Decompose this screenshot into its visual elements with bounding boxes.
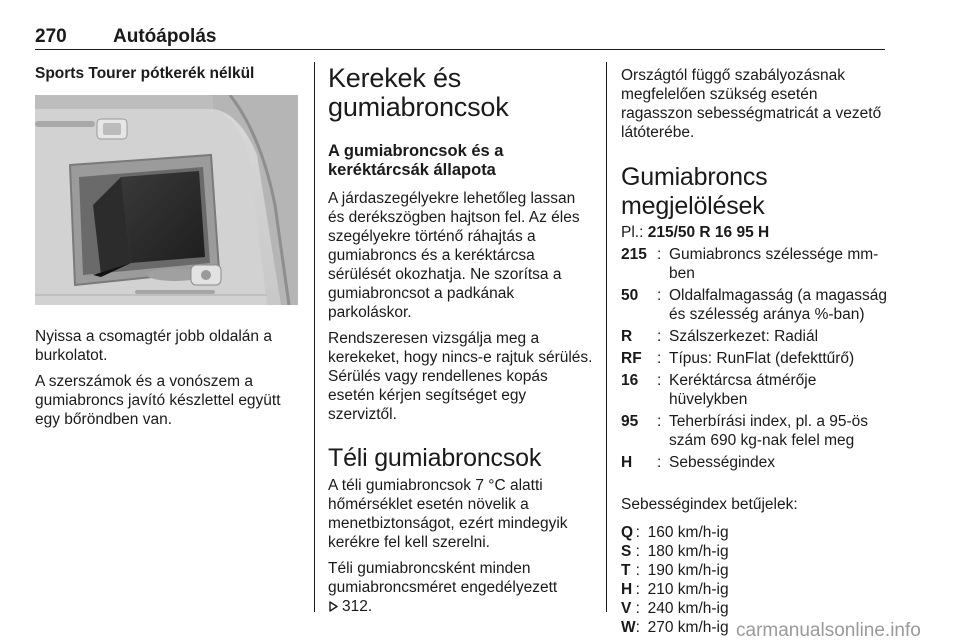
table-row (621, 412, 887, 453)
col2-paragraph-3: A téli gumiabroncsok 7 °C alatti hőmérséklet esetén növelik a menetbiztonságot, ezért mindegyik kerékre fel kell szerelni. (328, 477, 568, 551)
col2-paragraph-4 (328, 559, 593, 616)
row-key: V (621, 600, 632, 617)
trunk-panel-photo (35, 95, 298, 305)
section-title-wheels-tyres: Kerekek és gumiabroncsok (328, 63, 509, 122)
tyre-example-code: 215/50 R 16 95 H (647, 224, 770, 241)
column-1 (35, 64, 300, 429)
row-separator: : (657, 413, 662, 430)
table-row (621, 286, 887, 327)
row-key: 16 (621, 372, 639, 389)
row-key: 215 (621, 246, 647, 263)
row-key: W (621, 619, 636, 636)
row-key: RF (621, 350, 642, 367)
row-key: H (621, 454, 633, 471)
tyre-example (621, 223, 889, 242)
row-value: Teherbírási index, pl. a 95-ös szám 690 kg-nak felel meg (669, 413, 869, 449)
speed-index-heading: Sebességindex betűjelek: (621, 496, 798, 513)
table-row (621, 542, 729, 561)
row-value: 270 km/h-ig (647, 619, 729, 636)
section-title-tyre-markings: Gumiabroncs megjelölések (621, 163, 768, 220)
header-rule (35, 49, 885, 50)
row-separator: : (635, 600, 640, 617)
row-value: Típus: RunFlat (defekttűrő) (669, 350, 855, 367)
page-header (35, 22, 885, 52)
row-key: Q (621, 524, 634, 541)
watermark: carmanualsonline.info (736, 620, 921, 641)
row-separator: : (635, 619, 640, 636)
row-key: R (621, 328, 633, 345)
row-key: 50 (621, 287, 639, 304)
table-row (621, 245, 887, 286)
column-2 (328, 64, 593, 616)
col2-paragraph-4-text: Téli gumiabroncsként minden gumiabroncsméret engedélyezett (328, 560, 558, 596)
page-reference-arrow-icon (328, 601, 339, 612)
row-value: Sebességindex (669, 454, 775, 471)
table-row (621, 561, 729, 580)
col3-paragraph-1: Országtól függő szabályozásnak megfelelően szükség esetén ragasszon sebességmatricát a vezető látóterébe. (621, 67, 882, 141)
table-row (621, 580, 729, 599)
row-key: 95 (621, 413, 639, 430)
row-separator: : (635, 581, 640, 598)
row-value: Gumiabroncs szélessége mm-ben (669, 246, 879, 282)
table-row (621, 599, 729, 618)
row-separator: : (657, 328, 662, 345)
row-key: S (621, 543, 632, 560)
row-separator: : (657, 350, 662, 367)
row-separator: : (635, 562, 640, 579)
row-separator: : (635, 543, 640, 560)
row-value: 180 km/h-ig (647, 543, 729, 560)
row-value: 240 km/h-ig (647, 600, 729, 617)
subsection-title-condition: A gumiabroncsok és a keréktárcsák állapota (328, 142, 504, 179)
row-separator: : (657, 454, 662, 471)
row-value: Oldalfalmagasság (a magasság és szélesség aránya %-ban) (669, 287, 887, 323)
column-divider-2 (606, 62, 607, 612)
speed-index-table (621, 523, 729, 637)
page-number: 270 (35, 26, 67, 47)
row-value: Szálszerkezet: Radiál (669, 328, 819, 345)
row-value: 190 km/h-ig (647, 562, 729, 579)
table-row (621, 523, 729, 542)
row-value: Keréktárcsa átmérője hüvelykben (669, 372, 817, 408)
tyre-code-table (621, 245, 887, 475)
row-separator: : (657, 246, 662, 263)
col2-paragraph-2: Rendszeresen vizsgálja meg a kerekeket, hogy nincs-e rajtuk sérülés. Sérülés vagy rendellenes kopás esetén kérjen segítséget egy szerviztől. (328, 330, 593, 423)
row-separator: : (657, 287, 662, 304)
col1-paragraph-2: A szerszámok és a vonószem a gumiabroncs javító készlettel együtt egy bőröndben van. (35, 373, 281, 428)
col2-paragraph-1: A járdaszegélyekre lehetőleg lassan és derékszögben hajtson fel. Az éles szegélyekre történő ráhajtás a gumiabroncs és a keréktárcsa sérülését okozhatja. Ne szorítsa a gumiabroncsot a padkának parkoláskor. (328, 190, 580, 321)
table-row (621, 371, 887, 412)
row-separator: : (657, 372, 662, 389)
column-3 (621, 64, 889, 637)
row-value: 210 km/h-ig (647, 581, 729, 598)
column-divider-1 (314, 62, 315, 612)
section-title-winter-tyres: Téli gumiabroncsok (328, 444, 542, 472)
page-reference-link[interactable]: 312. (342, 598, 373, 615)
section-heading-sports-tourer: Sports Tourer pótkerék nélkül (35, 65, 255, 82)
row-key: H (621, 581, 633, 598)
table-row (621, 349, 887, 371)
table-row (621, 453, 887, 475)
row-key: T (621, 562, 631, 579)
row-separator: : (635, 524, 640, 541)
table-row (621, 618, 729, 637)
chapter-title: Autóápolás (113, 26, 217, 47)
table-row (621, 327, 887, 349)
row-value: 160 km/h-ig (647, 524, 729, 541)
col1-paragraph-1: Nyissa a csomagtér jobb oldalán a burkolatot. (35, 328, 272, 364)
tyre-example-prefix: Pl.: (621, 224, 644, 241)
